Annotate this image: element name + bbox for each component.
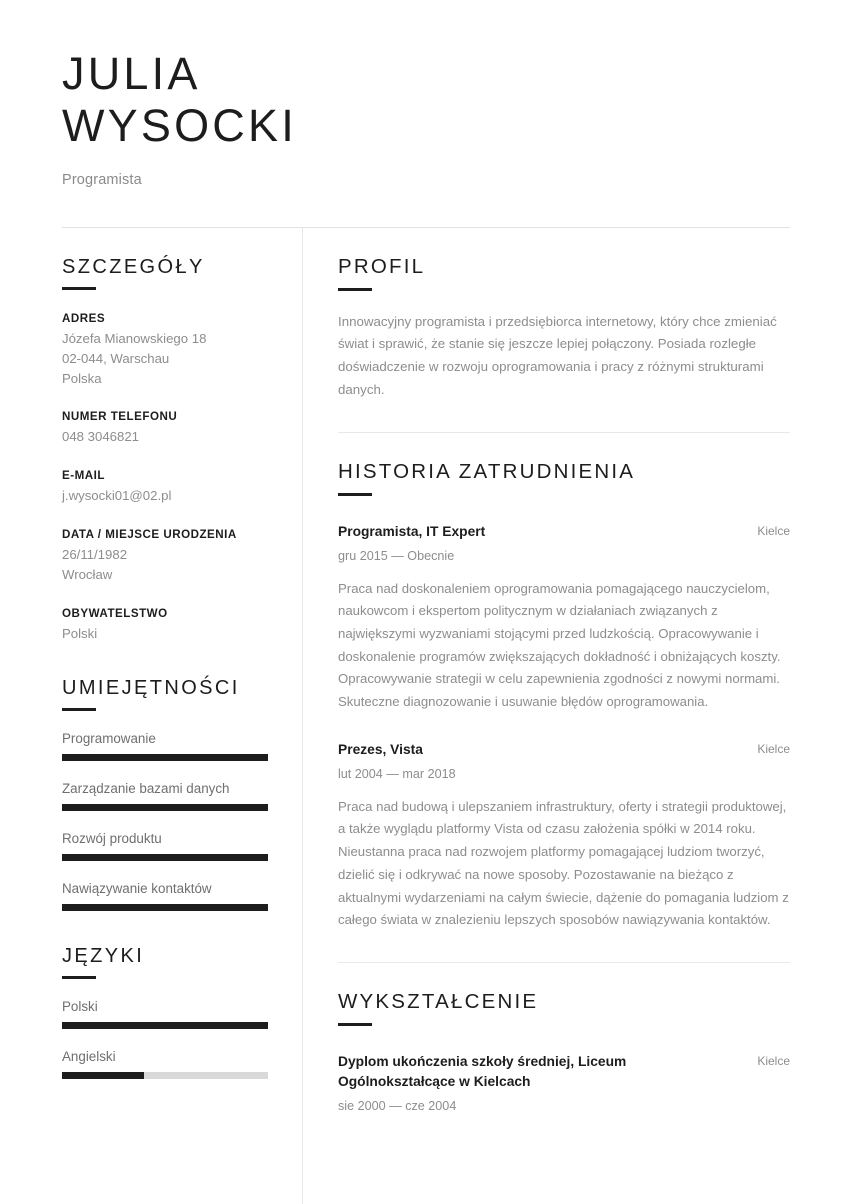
skill-bar-track [62,854,268,861]
entry-title: Dyplom ukończenia szkoły średniej, Liceum Ogólnokształcące w Kielcach [338,1053,627,1089]
detail-label: ADRES [62,312,106,325]
detail-label: E-MAIL [62,469,105,483]
skill-bar-track [62,804,268,811]
detail-item [62,607,268,644]
entry-title: Prezes, Vista [338,741,423,757]
entry-header [338,1052,790,1092]
section-skills-heading: UMIEJĘTNOŚCI [62,677,240,700]
employment-list [338,522,790,932]
education-entry [338,1052,790,1113]
skill-item [62,831,268,861]
detail-value: Józefa Mianowskiego 18 02-044, Warschau Polska [62,331,207,386]
detail-value: j.wysocki01@02.pl [62,488,172,504]
skill-item [62,881,268,911]
entry-location: Kielce [757,523,790,538]
skill-bar-track [62,754,268,761]
section-employment-heading: HISTORIA ZATRUDNIENIA [338,459,636,483]
education-list [338,1052,790,1113]
entry-dates: sie 2000 — cze 2004 [338,1098,457,1113]
heading-underline [62,708,96,711]
entry-location: Kielce [757,1053,790,1068]
detail-label: DATA / MIEJSCE URODZENIA [62,527,237,541]
language-bar-fill [62,1022,268,1029]
languages-list [62,999,268,1079]
section-profile [338,256,790,402]
detail-item [62,410,268,447]
detail-label: OBYWATELSTWO [62,606,168,620]
skills-list [62,731,268,911]
employment-entry [338,522,790,714]
entry-header [338,740,790,760]
heading-underline [62,287,96,290]
entry-header [338,522,790,542]
sidebar-column [0,228,302,1113]
skill-label: Rozwój produktu [62,831,162,847]
entry-dates: gru 2015 — Obecnie [338,548,455,563]
entry-title: Programista, IT Expert [338,523,486,539]
language-item [62,1049,268,1079]
detail-value: 26/11/1982 Wrocław [62,546,128,582]
skill-bar-fill [62,754,268,761]
language-bar-track [62,1072,268,1079]
skill-bar-fill [62,854,268,861]
section-details [62,256,268,643]
section-education-heading: WYKSZTAŁCENIE [338,989,539,1013]
main-column [302,228,852,1113]
detail-item [62,528,268,585]
language-label: Polski [62,999,98,1015]
skill-item [62,731,268,761]
section-details-heading: SZCZEGÓŁY [62,256,205,278]
entry-dates: lut 2004 — mar 2018 [338,766,456,781]
skill-label: Nawiązywanie kontaktów [62,881,212,897]
language-bar-fill [62,1072,144,1079]
job-title: Programista [62,172,142,189]
detail-item [62,469,268,506]
section-languages [62,945,268,1079]
detail-value: 048 3046821 [62,429,140,445]
resume-columns [0,228,852,1113]
skill-bar-track [62,904,268,911]
heading-underline [338,288,372,291]
skill-label: Zarządzanie bazami danych [62,781,230,797]
first-name: JULIA [62,48,201,99]
section-languages-heading: JĘZYKI [62,945,145,968]
skill-label: Programowanie [62,731,156,747]
detail-item [62,312,268,388]
section-skills [62,677,268,911]
skill-item [62,781,268,811]
section-education [338,991,790,1113]
language-bar-track [62,1022,268,1029]
heading-underline [338,1023,372,1026]
section-divider [338,432,790,433]
detail-label: NUMER TELEFONU [62,410,178,424]
section-employment [338,461,790,932]
details-list [62,312,268,643]
last-name: WYSOCKI [62,100,297,152]
detail-value: Polski [62,625,98,641]
entry-description: Praca nad budową i ulepszaniem infrastruktury, oferty i strategii produktowej, a także wyglądu platformy Vista od czasu założenia spółki w 2014 roku. Nieustanna praca nad rozwojem platformy pomagającej ludziom tworzyć, dzielić się i odkrywać na nowe sposoby. Pozostawanie na bieżąco z aktualnymi wydarzeniami na całym świecie, dążenie do pomagania ludziom z całego świata w znalezieniu lepszych sposobów nawiązywania kontaktów. [338,798,789,928]
skill-bar-fill [62,904,268,911]
entry-location: Kielce [757,741,790,756]
heading-underline [338,493,372,496]
profile-text: Innowacyjny programista i przedsiębiorca internetowy, który chce zmieniać świat i sprawić, że stanie się jeszcze lepiej połączony. Posiada rozległe doświadczenie w rozwoju oprogramowania i pracy z różnymi strukturami danych. [338,313,777,398]
employment-entry [338,740,790,932]
section-profile-heading: PROFIL [338,255,426,278]
heading-underline [62,976,96,979]
section-divider [338,962,790,963]
skill-bar-fill [62,804,268,811]
language-item [62,999,268,1029]
entry-description: Praca nad doskonaleniem oprogramowania pomagającego nauczycielom, naukowcom i ekspertom politycznym w działaniach związanych z największymi wyzwaniami stojącymi przed ludzkością. Opracowywanie i doskonalenie programów zwiększających dokładność i obniżających koszty. Opracowywanie strategii w celu zapewnienia zgodności z nowymi normami. Skuteczne diagnozowanie i usuwanie błędów oprogramowania. [338,580,781,710]
language-label: Angielski [62,1049,116,1065]
resume-header [0,0,852,188]
